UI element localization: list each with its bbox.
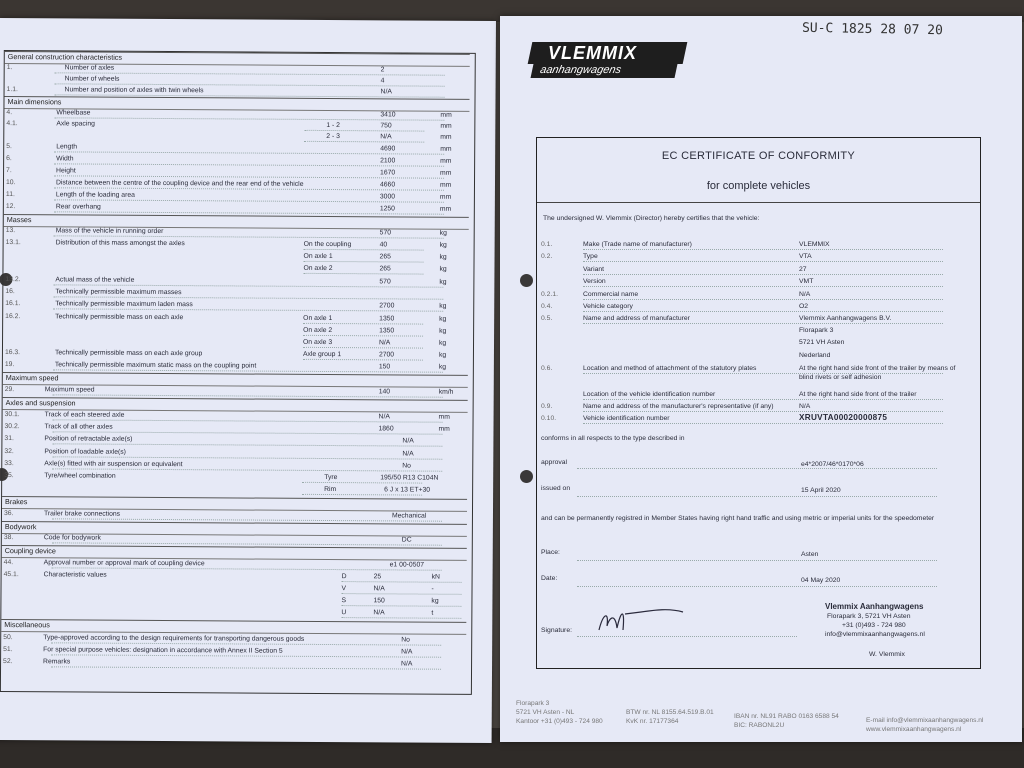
logo-brand: VLEMMIX: [548, 43, 638, 63]
row-number: 30.2.: [4, 423, 20, 431]
row-label: Position of retractable axle(s): [44, 435, 133, 443]
row-label: Technically permissible mass on each axle: [55, 313, 184, 322]
punch-hole: [520, 274, 533, 287]
cert-row-value: VLEMMIX: [799, 241, 830, 248]
row-label: Track of all other axles: [44, 423, 113, 431]
row-sublabel: On axle 3: [303, 338, 333, 347]
footer-bic: BIC: RABONL2U: [734, 722, 785, 729]
cert-row-label: Vehicle identification number: [583, 415, 670, 422]
row-value: N/A: [380, 133, 392, 141]
row-label: Tyre/wheel combination: [44, 472, 116, 480]
row-unit: mm: [439, 205, 452, 213]
row-value: 570: [379, 278, 391, 286]
row-unit: mm: [438, 413, 450, 421]
row-unit: -: [431, 585, 434, 593]
row-unit: kg: [431, 597, 439, 605]
cert-row-value: blind rivets or self adhesion: [799, 374, 882, 381]
row-value: 265: [379, 253, 391, 261]
row-number: 16.: [5, 288, 15, 296]
row-sublabel: 1 - 2: [326, 121, 340, 130]
cert-row-value: At the right hand side front of the trailer: [799, 391, 917, 398]
dotted-line: [303, 323, 423, 325]
vlemmix-logo: [530, 42, 685, 80]
row-value: 195/50 R13 C104N: [380, 474, 439, 482]
row-label: Technically permissible maximum masses: [55, 288, 182, 297]
row-label: Characteristic values: [43, 571, 107, 579]
row-number: 12.: [5, 203, 16, 211]
cert-row-value: Vlemmix Aanhangwagens B.V.: [799, 315, 892, 322]
issued-line: [577, 496, 937, 497]
cert-row-value: Nederland: [799, 352, 831, 359]
cert-row-value: VTA: [799, 253, 812, 260]
cert-row-number: 0.9.: [541, 403, 553, 410]
row-number: 7.: [6, 167, 12, 175]
dotted-line: [583, 423, 943, 424]
row-unit: mm: [440, 133, 452, 141]
dotted-line: [583, 323, 943, 324]
dotted-line: [304, 141, 424, 143]
row-sublabel: V: [341, 585, 347, 593]
cert-row-label: Make (Trade name of manufacturer): [583, 241, 692, 248]
signature-label: Signature:: [541, 627, 572, 634]
dotted-line: [583, 399, 943, 400]
dotted-line: [52, 443, 442, 446]
row-label: Number and position of axles with twin wheels: [64, 86, 204, 95]
cert-row-value: O2: [799, 303, 809, 310]
row-value: No: [401, 636, 410, 644]
row-label: Position of loadable axle(s): [44, 448, 126, 456]
dotted-line: [51, 666, 441, 669]
row-value: 40: [379, 241, 388, 249]
row-value: 150: [373, 597, 385, 605]
cert-row-value: N/A: [799, 403, 811, 410]
cert-row-label: Name and address of the manufacturer's representative (if any): [583, 403, 774, 410]
footer-vat: BTW nr. NL 8155.64.519.B.01: [626, 709, 714, 716]
cert-row-number: 0.2.: [541, 253, 553, 260]
row-value: 150: [378, 363, 391, 371]
row-sublabel: On axle 1: [303, 252, 333, 261]
row-value: 570: [379, 229, 392, 237]
row-value: Mechanical: [391, 512, 427, 520]
approval-line: [577, 468, 937, 469]
row-label: Distance between the centre of the coupling device and the rear end of the vehicle: [55, 179, 304, 188]
cert-row-value: Florapark 3: [799, 327, 834, 334]
dotted-line: [303, 273, 423, 275]
stamp-company: Vlemmix Aanhangwagens: [825, 602, 924, 611]
row-sublabel: On the coupling: [303, 240, 352, 249]
row-number: 50.: [3, 634, 13, 642]
row-label: Type-approved according to the design requirements for transporting dangerous goods: [43, 634, 305, 643]
row-unit: kg: [439, 315, 447, 323]
row-value: 2700: [378, 351, 395, 359]
row-number: 38.: [3, 534, 14, 542]
row-label: For special purpose vehicles: designation in accordance with Annex II Section 5: [43, 646, 283, 655]
footer-address-2: 5721 VH Asten - NL: [516, 709, 575, 716]
stamp-email: info@vlemmixaanhangwagens.nl: [825, 631, 925, 638]
row-value: 750: [380, 122, 392, 130]
place-value: Asten: [801, 551, 819, 558]
row-number: 32.: [4, 448, 14, 456]
row-label: Mass of the vehicle in running order: [55, 227, 164, 236]
letterhead-footer: [516, 700, 1016, 740]
dotted-line: [583, 411, 943, 412]
cert-row-label: Name and address of manufacturer: [583, 315, 690, 322]
footer-iban: IBAN nr. NL91 RABO 0163 6588 54: [734, 713, 839, 720]
row-unit: km/h: [438, 388, 454, 396]
row-value: 4: [380, 77, 385, 85]
section-header: Brakes: [2, 496, 467, 512]
cert-row-label: Vehicle category: [583, 303, 633, 310]
section-header: Maximum speed: [3, 372, 468, 388]
certificate-title: EC CERTIFICATE OF CONFORMITY: [661, 150, 856, 162]
certificate-subtitle: for complete vehicles: [706, 180, 811, 192]
row-number: 52.: [3, 658, 13, 666]
dotted-line: [303, 359, 423, 361]
cert-row-label: Type: [583, 253, 598, 260]
row-number: 4.: [6, 109, 13, 117]
logo-subtitle: aanhangwagens: [531, 64, 678, 78]
dotted-line: [303, 335, 423, 337]
conforms-text: conforms in all respects to the type described in: [541, 435, 685, 442]
row-number: 11.: [5, 191, 15, 199]
stamp-address: Florapark 3, 5721 VH Asten: [827, 613, 911, 620]
approval-label: approval: [541, 459, 568, 466]
row-unit: kg: [439, 229, 447, 237]
cert-row-value: 5721 VH Asten: [799, 339, 845, 346]
section-header: Masses: [4, 214, 469, 230]
row-number: 13.1.: [5, 239, 21, 247]
row-label: Length: [56, 143, 78, 151]
row-value: 2100: [380, 157, 396, 165]
row-unit: kN: [431, 573, 440, 581]
dotted-line: [341, 605, 461, 607]
row-unit: kg: [439, 278, 447, 286]
row-value: 1670: [380, 169, 396, 177]
row-value: 1350: [379, 327, 395, 335]
row-number: 45.1.: [3, 571, 19, 579]
row-number: 44.: [3, 559, 14, 567]
footer-address-1: Florapark 3: [516, 700, 550, 707]
dotted-line: [304, 249, 424, 251]
row-unit: kg: [438, 351, 447, 359]
row-sublabel: D: [341, 573, 347, 581]
dotted-line: [583, 274, 943, 275]
section-header: Axles and suspension: [3, 397, 468, 413]
row-label: Length of the loading area: [55, 191, 135, 199]
technical-data-form: [0, 50, 476, 695]
dotted-line: [341, 593, 461, 595]
row-number: 1.1.: [6, 86, 18, 94]
cert-row-label: Commercial name: [583, 291, 639, 298]
cert-row-number: 0.5.: [541, 315, 553, 322]
footer-email: E-mail info@vlemmixaanhangwagens.nl: [866, 717, 984, 724]
dotted-line: [304, 261, 424, 263]
row-number: 31.: [4, 435, 14, 443]
dotted-line: [341, 617, 461, 619]
cert-row-number: 0.4.: [541, 303, 553, 310]
cert-row-value: N/A: [799, 291, 811, 298]
row-label: Remarks: [43, 658, 71, 666]
row-sublabel: U: [341, 609, 347, 617]
row-label: Axle(s) fitted with air suspension or equivalent: [44, 460, 183, 469]
row-value: 2700: [379, 302, 395, 310]
row-number: 13.: [5, 227, 16, 235]
stamp-phone: +31 (0)493 - 724 980: [842, 622, 906, 629]
row-value: 4660: [379, 181, 396, 189]
row-number: 29.: [4, 386, 15, 394]
cert-row-label: Location and method of attachment of the statutory plates: [583, 365, 757, 372]
dotted-line: [302, 482, 422, 484]
row-value: 6 J x 13 ET+30: [384, 486, 431, 494]
row-label: Number of axles: [64, 64, 115, 72]
row-value: 1250: [379, 205, 395, 213]
row-sublabel: Rim: [324, 485, 337, 494]
handwritten-note: SU-C 1825 28 07 20: [801, 20, 944, 39]
row-value: N/A: [402, 437, 414, 445]
signer-name: W. Vlemmix: [869, 651, 905, 658]
row-value: 25: [373, 573, 382, 581]
row-unit: kg: [439, 339, 447, 347]
cert-row-number: 0.1.: [541, 241, 553, 248]
row-label: Code for bodywork: [43, 534, 101, 542]
row-value: 140: [378, 388, 391, 396]
punch-hole: [520, 470, 533, 483]
footer-website: www.vlemmixaanhangwagens.nl: [866, 726, 962, 733]
row-number: 5.: [6, 143, 12, 151]
row-unit: mm: [439, 193, 452, 201]
row-unit: kg: [439, 265, 447, 273]
footer-kvk: KvK nr. 17177364: [626, 718, 679, 725]
row-label: Wheelbase: [56, 109, 91, 117]
title-divider: [537, 202, 980, 203]
cert-row-value: VMT: [799, 278, 814, 285]
row-value: 3000: [379, 193, 396, 201]
row-label: Width: [56, 155, 74, 163]
section-header: Coupling device: [2, 545, 467, 561]
row-value: N/A: [373, 585, 385, 593]
row-unit: mm: [440, 122, 452, 130]
footer-phone: Kantoor +31 (0)493 - 724 980: [516, 718, 603, 725]
row-number: 35.: [4, 472, 14, 480]
row-number: 16.2.: [5, 313, 21, 321]
row-value: N/A: [401, 648, 413, 656]
row-label: Maximum speed: [44, 386, 95, 394]
dotted-line: [583, 286, 943, 287]
row-value: 3410: [380, 111, 396, 119]
row-label: Height: [56, 167, 76, 175]
row-number: 33.: [4, 460, 14, 468]
row-value: DC: [401, 536, 412, 544]
cert-row-label: Version: [583, 278, 606, 285]
row-value: e1 00-0507: [389, 561, 425, 569]
handwritten-signature: [595, 600, 685, 640]
row-label: Distribution of this mass amongst the axles: [55, 239, 185, 248]
place-label: Place:: [541, 549, 560, 556]
row-label: Actual mass of the vehicle: [55, 276, 135, 284]
row-label: Axle spacing: [56, 120, 95, 128]
row-value: 1860: [378, 425, 394, 433]
row-sublabel: On axle 1: [303, 314, 333, 323]
section-header: Bodywork: [2, 521, 467, 537]
row-label: Technically permissible mass on each axle group: [54, 349, 203, 358]
row-value: N/A: [402, 450, 414, 458]
section-header: General construction characteristics: [5, 51, 470, 67]
row-sublabel: S: [341, 597, 347, 605]
approval-value: e4*2007/46*0170*06: [801, 461, 864, 468]
row-label: Trailer brake connections: [43, 510, 121, 518]
row-label: Technically permissible maximum laden mass: [55, 300, 193, 309]
row-unit: mm: [438, 425, 450, 433]
row-value: 2: [380, 66, 385, 74]
cert-row-number: 0.6.: [541, 365, 553, 372]
row-number: 30.1.: [4, 411, 20, 419]
row-number: 16.3.: [4, 349, 21, 357]
row-number: 10.: [5, 179, 16, 187]
row-value: 265: [379, 265, 391, 273]
row-unit: mm: [440, 169, 452, 177]
row-value: No: [402, 462, 411, 470]
row-number: 16.1.: [5, 300, 21, 308]
dotted-line: [51, 654, 441, 657]
signature-line: [577, 636, 797, 637]
row-label: Technically permissible maximum static mass on the coupling point: [54, 361, 257, 370]
section-header: Miscellaneous: [1, 619, 466, 635]
row-label: Approval number or approval mark of coupling device: [43, 559, 205, 568]
row-unit: mm: [440, 111, 452, 119]
row-value: N/A: [373, 609, 385, 617]
dotted-line: [583, 299, 943, 300]
row-label: Number of wheels: [64, 75, 120, 83]
row-unit: kg: [439, 327, 447, 335]
cert-row-label: Variant: [583, 266, 605, 273]
register-text: and can be permanently registred in Member States having right hand traffic and using metric or imperial units for the speedometer: [541, 515, 935, 522]
cert-row-label: Location of the vehicle identification number: [583, 391, 716, 398]
row-value: N/A: [380, 88, 392, 96]
right-document-page: [500, 16, 1022, 742]
row-unit: mm: [440, 145, 452, 153]
row-number: 4.1.: [6, 120, 18, 128]
row-unit: kg: [439, 241, 447, 249]
cert-row-value: XRUVTA00020000875: [799, 413, 888, 422]
date-value: 04 May 2020: [801, 577, 841, 584]
dotted-line: [304, 130, 424, 132]
row-value: N/A: [378, 413, 390, 421]
row-sublabel: 2 - 3: [326, 132, 340, 141]
date-line: [577, 586, 937, 587]
row-value: N/A: [379, 339, 391, 347]
row-unit: kg: [439, 253, 447, 261]
row-sublabel: Tyre: [324, 473, 338, 482]
issued-value: 15 April 2020: [801, 487, 841, 494]
cert-row-number: 0.2.1.: [541, 291, 559, 298]
row-label: Rear overhang: [55, 203, 101, 211]
row-label: Track of each steered axle: [44, 411, 125, 419]
cert-row-value: 27: [799, 266, 807, 273]
row-number: 6.: [6, 155, 12, 163]
row-sublabel: On axle 2: [303, 264, 333, 273]
row-value: 4690: [380, 145, 396, 153]
row-number: 1.: [6, 64, 13, 72]
row-unit: mm: [440, 157, 452, 165]
row-unit: mm: [439, 181, 452, 189]
row-sublabel: Axle group 1: [302, 350, 342, 359]
row-value: 1350: [379, 315, 395, 323]
row-number: 13.2.: [5, 276, 21, 284]
row-number: 51.: [3, 646, 13, 654]
date-label: Date:: [541, 575, 558, 582]
dotted-line: [302, 494, 422, 496]
place-line: [577, 560, 937, 561]
cert-row-number: 0.10.: [541, 415, 557, 422]
dotted-line: [303, 347, 423, 349]
dotted-line: [342, 581, 462, 583]
issued-label: issued on: [541, 485, 571, 492]
dotted-line: [583, 249, 943, 250]
dotted-line: [583, 373, 943, 374]
dotted-line: [52, 567, 442, 570]
row-unit: kg: [439, 302, 447, 310]
dotted-line: [583, 311, 943, 312]
row-unit: kg: [438, 363, 447, 371]
section-header: Main dimensions: [4, 96, 469, 112]
row-number: 19.: [4, 361, 15, 369]
certificate-box: [536, 137, 981, 669]
row-number: 36.: [3, 510, 14, 518]
certificate-intro: The undersigned W. Vlemmix (Director) hereby certifies that the vehicle:: [543, 215, 760, 222]
left-document-page: [0, 18, 496, 743]
row-value: N/A: [401, 660, 413, 668]
dotted-line: [583, 261, 943, 262]
cert-row-value: At the right hand side front of the trailer by means of: [799, 365, 956, 372]
row-unit: t: [431, 609, 434, 617]
row-sublabel: On axle 2: [303, 326, 333, 335]
